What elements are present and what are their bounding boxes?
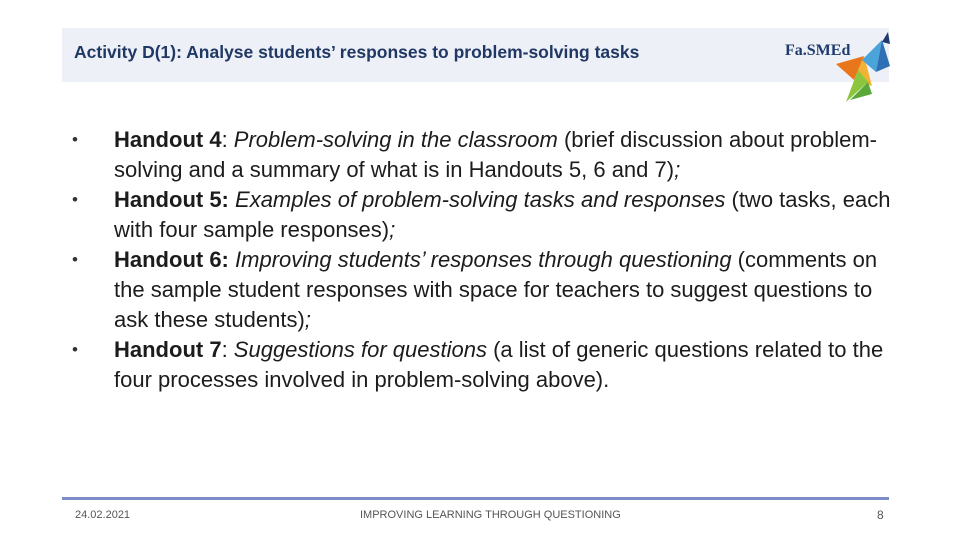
handout-description: (two tasks, each with four sample responses): [114, 187, 891, 242]
list-item: [72, 335, 904, 395]
footer-title: IMPROVING LEARNING THROUGH QUESTIONING: [360, 509, 621, 521]
brand-name: Fa.SMEd: [785, 42, 851, 59]
label-separator: :: [221, 127, 234, 152]
bullet-icon: •: [72, 340, 78, 359]
label-separator: :: [221, 337, 234, 362]
fasmed-logo-icon: [828, 30, 896, 104]
bullet-icon: •: [72, 190, 78, 209]
bullet-icon: •: [72, 130, 78, 149]
handout-title: Problem-solving in the classroom: [233, 127, 558, 152]
handout-label: Handout 4: [114, 127, 222, 152]
handout-description: (brief discussion about problem-solving and a summary of what is in Handouts 5, 6 and 7): [114, 127, 877, 182]
handout-label: Handout 6:: [114, 247, 229, 272]
handout-title: Suggestions for questions: [233, 337, 487, 362]
item-terminator: ;: [674, 157, 681, 182]
item-terminator: ;: [389, 217, 396, 242]
handout-description: (comments on the sample student responses with space for teachers to suggest questions to ask these students): [114, 247, 878, 332]
handout-label: Handout 5:: [114, 187, 229, 212]
handout-title: Examples of problem-solving tasks and responses: [235, 187, 726, 212]
bullet-icon: •: [72, 250, 78, 269]
footer-rule: [62, 497, 889, 500]
handout-label: Handout 7: [114, 337, 222, 362]
list-item: [72, 245, 904, 335]
item-terminator: ;: [304, 307, 311, 332]
list-item: [72, 125, 904, 185]
handout-title: Improving students’ responses through questioning: [235, 247, 732, 272]
page-number: 8: [877, 508, 884, 522]
list-item: [72, 185, 904, 245]
slide-title: Activity D(1): Analyse students’ responses to problem-solving tasks: [74, 42, 640, 62]
handout-description: (a list of generic questions related to the four processes involved in problem-solving above).: [114, 337, 884, 392]
handout-list: [72, 125, 904, 395]
footer-date: 24.02.2021: [75, 509, 131, 521]
